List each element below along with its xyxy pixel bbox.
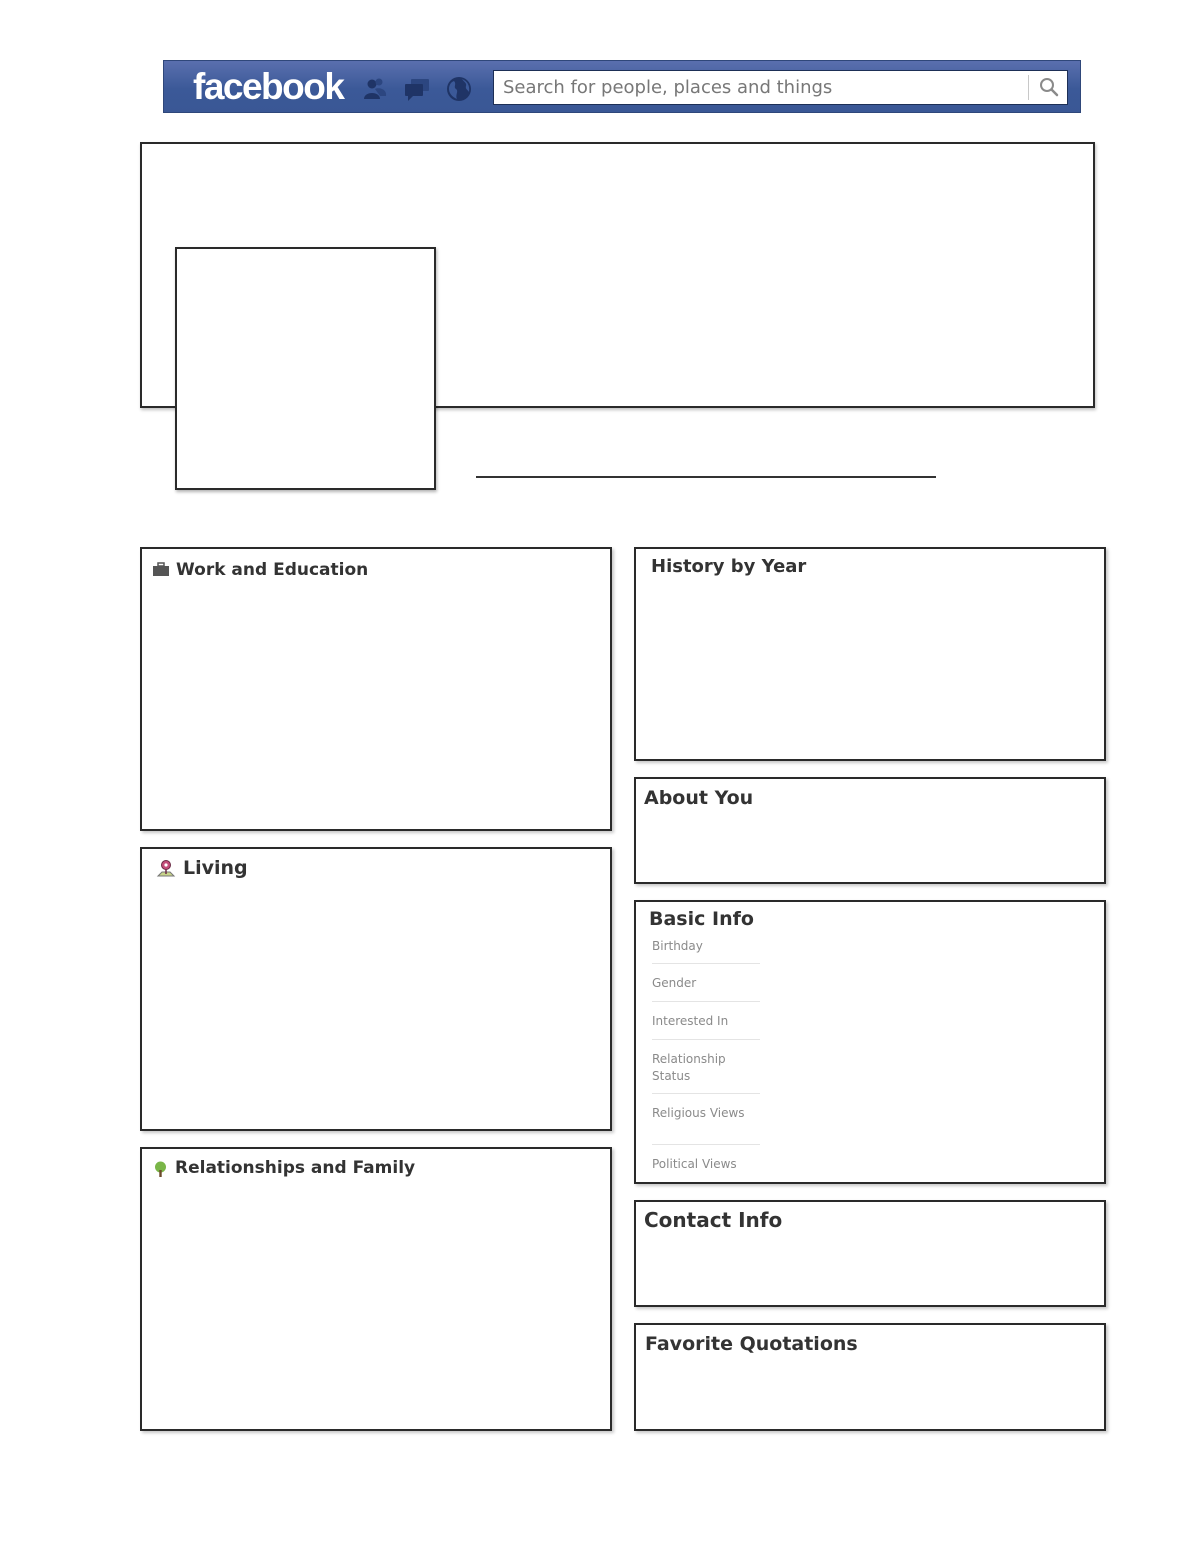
facebook-logo[interactable]: facebook [193,66,344,107]
facebook-header-bar [163,60,1081,113]
tree-icon [152,1161,169,1178]
friend-requests-icon[interactable] [361,75,389,103]
relationships-and-family-panel [140,1147,612,1431]
about-you-title: About You [644,787,754,809]
divider [652,1093,760,1094]
profile-picture[interactable] [175,247,436,490]
work-and-education-title: Work and Education [176,560,369,580]
birthday-label: Birthday [652,939,703,953]
political-views-label: Political Views [652,1157,737,1171]
relationships-and-family-title: Relationships and Family [175,1158,416,1178]
search-box [493,70,1068,105]
interested-in-label: Interested In [652,1014,729,1028]
favorite-quotations-panel [634,1323,1106,1431]
divider [652,1001,760,1002]
profile-name-line [476,476,936,478]
divider [652,1144,760,1145]
messages-icon[interactable] [403,75,431,103]
notifications-globe-icon[interactable] [445,75,473,103]
basic-info-panel [634,900,1106,1184]
history-by-year-title: History by Year [651,556,807,577]
living-panel [140,847,612,1131]
living-title: Living [183,857,248,879]
search-icon [1038,76,1060,98]
relationship-status-label: Relationship Status [652,1052,726,1083]
divider [652,963,760,964]
map-pin-icon [156,859,176,879]
gender-label: Gender [652,976,697,990]
basic-info-title: Basic Info [649,908,754,930]
search-button[interactable] [1028,75,1066,100]
religious-views-label: Religious Views [652,1106,745,1120]
briefcase-icon [152,562,170,577]
divider [652,1039,760,1040]
work-and-education-panel [140,547,612,831]
favorite-quotations-title: Favorite Quotations [645,1333,858,1355]
about-you-panel [634,777,1106,884]
history-by-year-panel [634,547,1106,761]
contact-info-panel [634,1200,1106,1307]
contact-info-title: Contact Info [644,1208,783,1232]
search-input[interactable] [494,71,1028,104]
